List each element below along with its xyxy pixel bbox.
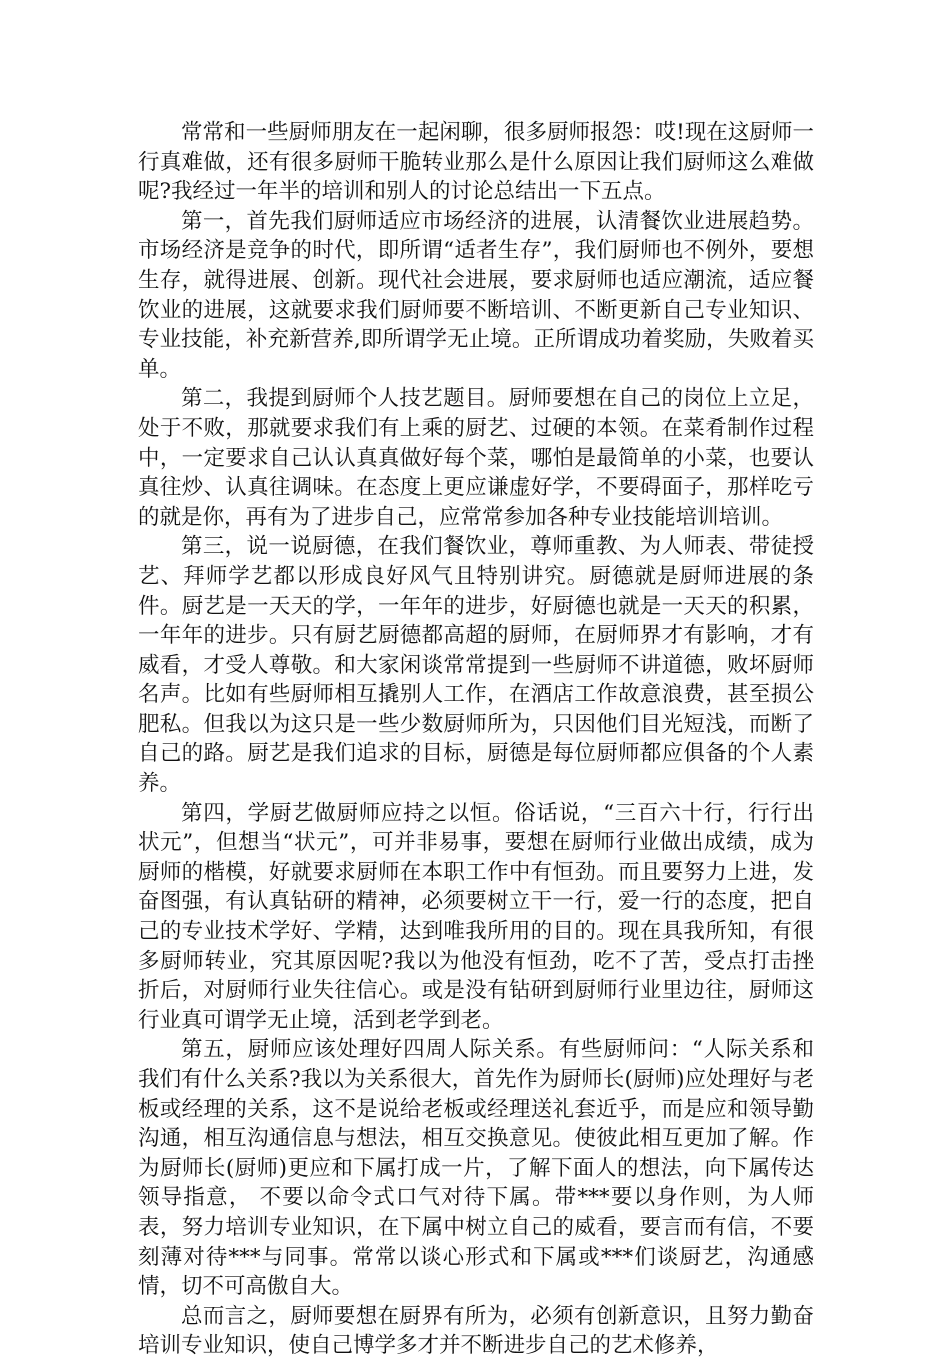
paragraph-second: 第二，我提到厨师个人技艺题目。厨师要想在自己的岗位上立足，处于不败，那就要求我们有上乘的厨艺、过硬的本领。在菜肴制作过程中，一定要求自己认认真真做好每个菜，哪怕是最简单的小菜，也要认真往炒、认真往调味。在态度上更应谦虚好学，不要碍面子，那样吃亏的就是你，再有为了进步自己，应常常参加各种专业技能培训培训。 [138,386,814,530]
paragraph-intro: 常常和一些厨师朋友在一起闲聊，很多厨师报怨：哎!现在这厨师一行真难做，还有很多厨师干脆转业那么是什么原因让我们厨师这么难做呢?我经过一年半的培训和别人的讨论总结出一下五点。 [138,120,814,205]
paragraph-conclusion: 总而言之，厨师要想在厨界有所为，必须有创新意识，且努力勤奋培训专业知识，使自己博学多才并不断进步自己的艺术修养， [138,1303,814,1359]
paragraph-first: 第一，首先我们厨师适应市场经济的进展，认清餐饮业进展趋势。市场经济是竞争的时代，即所谓“适者生存”，我们厨师也不例外，要想生存，就得进展、创新。现代社会进展，要求厨师也适应潮流，适应餐饮业的进展，这就要求我们厨师要不断培训、不断更新自己专业知识、专业技能，补充新营养,即所谓学无止境。正所谓成功着奖励，失败着买单。 [138,208,814,382]
paragraph-third: 第三，说一说厨德，在我们餐饮业，尊师重教、为人师表、带徒授艺、拜师学艺都以形成良好风气且特别讲究。厨德就是厨师进展的条件。厨艺是一天天的学，一年年的进步，好厨德也就是一天天的积累，一年年的进步。只有厨艺厨德都高超的厨师，在厨师界才有影响，才有威看，才受人尊敬。和大家闲谈常常提到一些厨师不讲道德，败坏厨师名声。比如有些厨师相互撬别人工作，在酒店工作故意浪费，甚至损公肥私。但我以为这只是一些少数厨师所为，只因他们目光短浅，而断了自己的路。厨艺是我们追求的目标，厨德是每位厨师都应俱备的个人素养。 [138,534,814,797]
document-page [138,118,814,1361]
paragraph-fifth: 第五，厨师应该处理好四周人际关系。有些厨师问：“人际关系和我们有什么关系?我以为关系很大，首先作为厨师长(厨师)应处理好与老板或经理的关系，这不是说给老板或经理送礼套近乎，而是应和领导勤沟通，相互沟通信息与想法，相互交换意见。使彼此相互更加了解。作为厨师长(厨师)更应和下属打成一片，了解下面人的想法，向下属传达领导指意， 不要以命令式口气对待下属。带***要以身作则，为人师表，努力培训专业知识，在下属中树立自己的威看，要言而有信，不要刻薄对待***与同事。常常以谈心形式和下属或***们谈厨艺，沟通感情，切不可高傲自大。 [138,1037,814,1300]
paragraph-fourth: 第四，学厨艺做厨师应持之以恒。俗话说，“三百六十行，行行出状元”，但想当“状元”，可并非易事，要想在厨师行业做出成绩，成为厨师的楷模，好就要求厨师在本职工作中有恒劲。而且要努力上进，发奋图强，有认真钻研的精神，必须要树立干一行，爱一行的态度，把自己的专业技术学好、学精，达到唯我所用的目的。现在具我所知，有很多厨师转业，究其原因呢?我以为他没有恒劲，吃不了苦，受点打击挫折后，对厨师行业失往信心。或是没有钻研到厨师行业里边往，厨师这行业真可谓学无止境，活到老学到老。 [138,800,814,1033]
